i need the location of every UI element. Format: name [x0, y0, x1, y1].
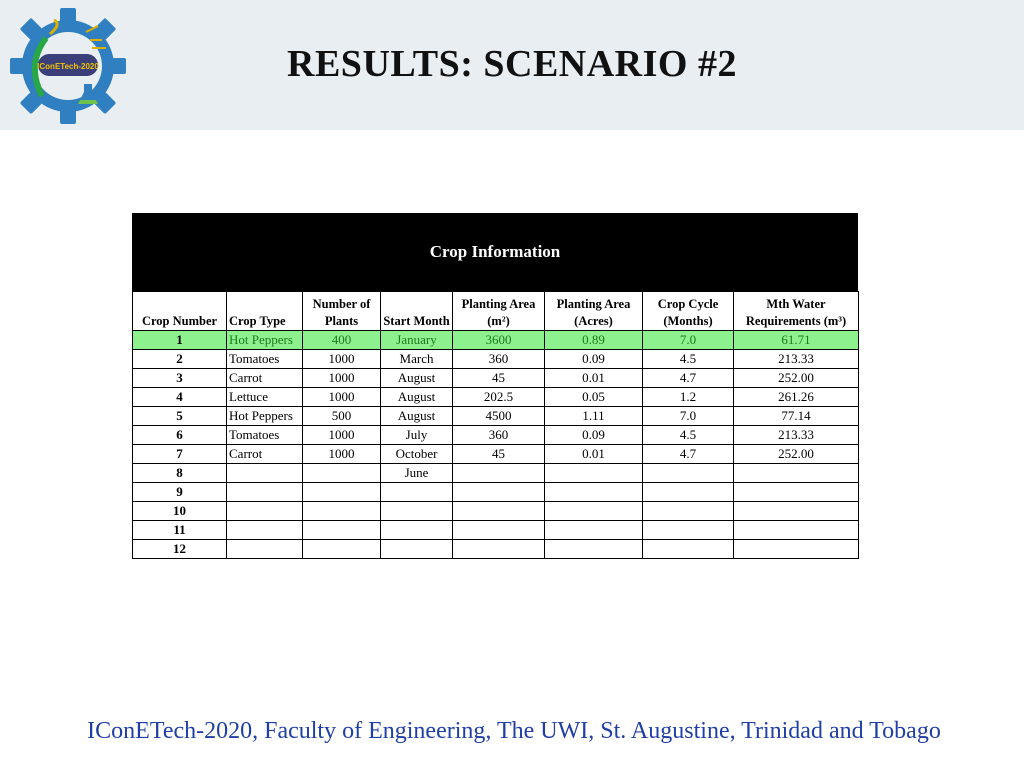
cell-crop-cycle: 4.7 — [643, 445, 734, 464]
cell-start-month — [381, 521, 453, 540]
cell-crop-type: Tomatoes — [227, 350, 303, 369]
header-planting-area-m2: Planting Area (m²) — [453, 292, 545, 331]
table-row — [133, 502, 859, 521]
cell-crop-cycle: 4.5 — [643, 426, 734, 445]
cell-planting-area-m2 — [453, 464, 545, 483]
cell-number-of-plants — [303, 483, 381, 502]
cell-crop-number: 10 — [133, 502, 227, 521]
cell-water-requirements: 61.71 — [734, 331, 859, 350]
cell-planting-area-m2 — [453, 483, 545, 502]
cell-crop-number: 9 — [133, 483, 227, 502]
cell-crop-cycle — [643, 483, 734, 502]
cell-planting-area-acres: 0.09 — [545, 426, 643, 445]
cell-crop-cycle: 7.0 — [643, 331, 734, 350]
cell-crop-cycle: 4.7 — [643, 369, 734, 388]
cell-crop-type: Carrot — [227, 445, 303, 464]
table-row — [133, 521, 859, 540]
cell-crop-cycle: 7.0 — [643, 407, 734, 426]
cell-start-month: August — [381, 407, 453, 426]
header-crop-cycle: Crop Cycle (Months) — [643, 292, 734, 331]
cell-crop-number: 12 — [133, 540, 227, 559]
logo-text: IConETech-2020 — [37, 62, 99, 71]
cell-crop-number: 11 — [133, 521, 227, 540]
cell-start-month: January — [381, 331, 453, 350]
cell-crop-type — [227, 502, 303, 521]
cell-crop-type — [227, 521, 303, 540]
cell-number-of-plants: 1000 — [303, 426, 381, 445]
cell-crop-number: 1 — [133, 331, 227, 350]
cell-planting-area-acres — [545, 483, 643, 502]
table-row — [133, 483, 859, 502]
cell-planting-area-m2 — [453, 521, 545, 540]
cell-crop-number: 7 — [133, 445, 227, 464]
cell-crop-number: 5 — [133, 407, 227, 426]
table-row — [133, 540, 859, 559]
header-start-month: Start Month — [381, 292, 453, 331]
cell-crop-type — [227, 483, 303, 502]
cell-crop-type — [227, 464, 303, 483]
cell-planting-area-acres — [545, 502, 643, 521]
table-row — [133, 426, 859, 445]
cell-start-month — [381, 483, 453, 502]
cell-crop-type: Hot Peppers — [227, 331, 303, 350]
cell-water-requirements: 252.00 — [734, 445, 859, 464]
cell-planting-area-m2: 202.5 — [453, 388, 545, 407]
slide-title: RESULTS: SCENARIO #2 — [287, 43, 737, 85]
cell-planting-area-m2 — [453, 502, 545, 521]
cell-start-month — [381, 502, 453, 521]
header-number-of-plants: Number of Plants — [303, 292, 381, 331]
header-row — [133, 292, 859, 331]
cell-number-of-plants — [303, 464, 381, 483]
cell-start-month: August — [381, 388, 453, 407]
cell-planting-area-acres — [545, 464, 643, 483]
cell-water-requirements — [734, 502, 859, 521]
table-row — [133, 445, 859, 464]
cell-water-requirements: 252.00 — [734, 369, 859, 388]
cell-crop-cycle — [643, 502, 734, 521]
cell-water-requirements — [734, 540, 859, 559]
cell-crop-cycle — [643, 540, 734, 559]
cell-planting-area-acres — [545, 540, 643, 559]
table-row — [133, 388, 859, 407]
cell-crop-number: 8 — [133, 464, 227, 483]
cell-start-month: August — [381, 369, 453, 388]
cell-water-requirements: 213.33 — [734, 426, 859, 445]
cell-crop-number: 3 — [133, 369, 227, 388]
cell-water-requirements: 261.26 — [734, 388, 859, 407]
crop-information-table — [132, 213, 858, 559]
cell-planting-area-acres: 0.01 — [545, 445, 643, 464]
table-row — [133, 369, 859, 388]
cell-water-requirements — [734, 464, 859, 483]
cell-planting-area-acres: 0.01 — [545, 369, 643, 388]
cell-planting-area-m2: 45 — [453, 369, 545, 388]
cell-number-of-plants: 1000 — [303, 350, 381, 369]
cell-planting-area-acres: 0.89 — [545, 331, 643, 350]
cell-crop-cycle: 1.2 — [643, 388, 734, 407]
cell-crop-number: 4 — [133, 388, 227, 407]
cell-number-of-plants: 1000 — [303, 388, 381, 407]
cell-planting-area-acres: 0.09 — [545, 350, 643, 369]
cell-crop-type: Carrot — [227, 369, 303, 388]
cell-crop-cycle: 4.5 — [643, 350, 734, 369]
cell-number-of-plants: 400 — [303, 331, 381, 350]
cell-crop-number: 6 — [133, 426, 227, 445]
cell-start-month: June — [381, 464, 453, 483]
cell-number-of-plants: 1000 — [303, 445, 381, 464]
cell-number-of-plants: 500 — [303, 407, 381, 426]
header-planting-area-acres: Planting Area (Acres) — [545, 292, 643, 331]
cell-planting-area-m2: 4500 — [453, 407, 545, 426]
cell-water-requirements — [734, 483, 859, 502]
header-crop-type: Crop Type — [227, 292, 303, 331]
cell-crop-type: Tomatoes — [227, 426, 303, 445]
cell-crop-cycle — [643, 464, 734, 483]
cell-crop-type: Hot Peppers — [227, 407, 303, 426]
table-row — [133, 350, 859, 369]
cell-crop-number: 2 — [133, 350, 227, 369]
cell-water-requirements: 77.14 — [734, 407, 859, 426]
header-crop-number: Crop Number — [133, 292, 227, 331]
header-water-requirements: Mth Water Requirements (m³) — [734, 292, 859, 331]
cell-start-month — [381, 540, 453, 559]
cell-planting-area-acres — [545, 521, 643, 540]
cell-number-of-plants: 1000 — [303, 369, 381, 388]
cell-number-of-plants — [303, 540, 381, 559]
cell-start-month: March — [381, 350, 453, 369]
table-row — [133, 331, 859, 350]
cell-water-requirements — [734, 521, 859, 540]
cell-crop-cycle — [643, 521, 734, 540]
cell-number-of-plants — [303, 502, 381, 521]
table-row — [133, 407, 859, 426]
table-row — [133, 464, 859, 483]
cell-number-of-plants — [303, 521, 381, 540]
cell-planting-area-m2: 3600 — [453, 331, 545, 350]
cell-water-requirements: 213.33 — [734, 350, 859, 369]
cell-planting-area-m2: 360 — [453, 350, 545, 369]
cell-planting-area-acres: 0.05 — [545, 388, 643, 407]
table-caption: Crop Information — [132, 213, 858, 291]
cell-planting-area-m2: 45 — [453, 445, 545, 464]
cell-start-month: October — [381, 445, 453, 464]
cell-start-month: July — [381, 426, 453, 445]
cell-crop-type — [227, 540, 303, 559]
cell-planting-area-acres: 1.11 — [545, 407, 643, 426]
cell-crop-type: Lettuce — [227, 388, 303, 407]
cell-planting-area-m2: 360 — [453, 426, 545, 445]
cell-planting-area-m2 — [453, 540, 545, 559]
footer-text: IConETech-2020, Faculty of Engineering, The UWI, St. Augustine, Trinidad and Tobago — [87, 718, 941, 744]
